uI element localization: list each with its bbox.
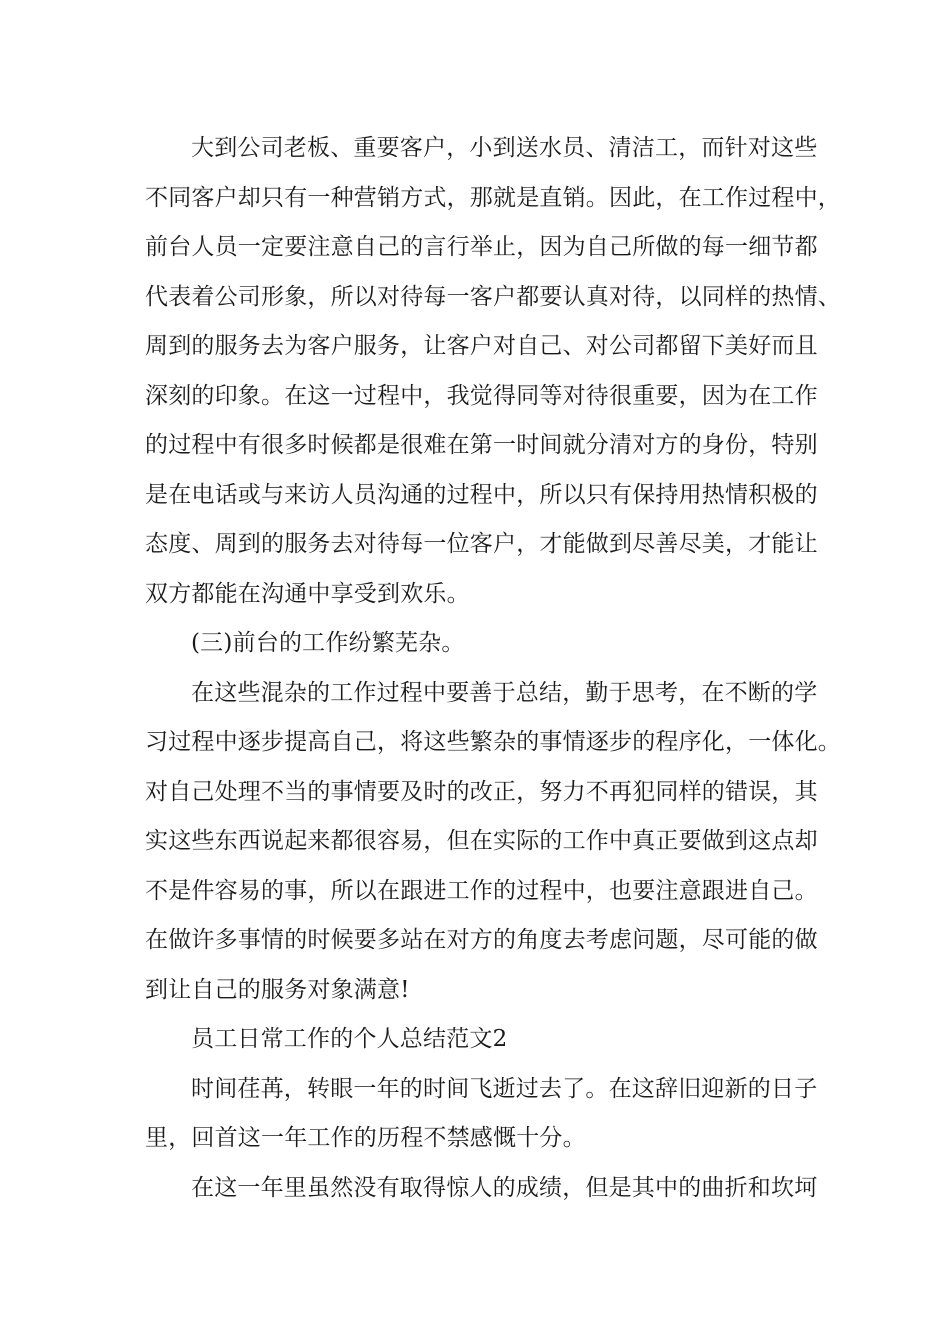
document-body [145,124,841,1213]
text-line: 的过程中有很多时候都是很难在第一时间就分清对方的身份，特别 [145,432,818,458]
text-line: 双方都能在沟通中享受到欢乐。 [145,580,470,607]
text-line: 习过程中逐步提高自己，将这些繁杂的事情逐步的程序化，一体化。 [145,729,841,755]
text-line: 在这一年里虽然没有取得惊人的成绩，但是其中的曲折和坎坷 [191,1174,818,1201]
text-line: 前台人员一定要注意自己的言行举止，因为自己所做的每一细节都 [145,234,818,260]
text-line: 在做许多事情的时候要多站在对方的角度去考虑问题，尽可能的做 [145,927,818,953]
text-line: 代表着公司形象，所以对待每一客户都要认真对待，以同样的热情、 [145,283,841,310]
text-line: 对自己处理不当的事情要及时的改正，努力不再犯同样的错误，其 [145,778,818,805]
text-line: 时间荏苒，转眼一年的时间飞逝过去了。在这辞旧迎新的日子 [191,1075,818,1102]
text-line: 周到的服务去为客户服务，让客户对自己、对公司都留下美好而且 [145,333,818,359]
text-line: 到让自己的服务对象满意! [145,976,410,1003]
text-line: 在这些混杂的工作过程中要善于总结，勤于思考，在不断的学 [191,679,818,706]
text-line: 态度、周到的服务去对待每一位客户，才能做到尽善尽美，才能让 [145,531,818,557]
text-line: 里，回首这一年工作的历程不禁感慨十分。 [145,1125,586,1151]
text-line: 大到公司老板、重要客户，小到送水员、清洁工，而针对这些 [191,135,818,161]
text-line: 不同客户却只有一种营销方式，那就是直销。因此，在工作过程中， [145,184,841,211]
text-line: 实这些东西说起来都很容易，但在实际的工作中真正要做到这点却 [145,828,818,854]
text-line: 深刻的印象。在这一过程中，我觉得同等对待很重要，因为在工作 [145,382,818,409]
text-line: (三)前台的工作纷繁芜杂。 [191,630,465,656]
text-line: 员工日常工作的个人总结范文2 [191,1026,508,1052]
text-line: 不是件容易的事，所以在跟进工作的过程中，也要注意跟进自己。 [145,877,818,904]
text-line: 是在电话或与来访人员沟通的过程中，所以只有保持用热情积极的 [145,481,818,508]
